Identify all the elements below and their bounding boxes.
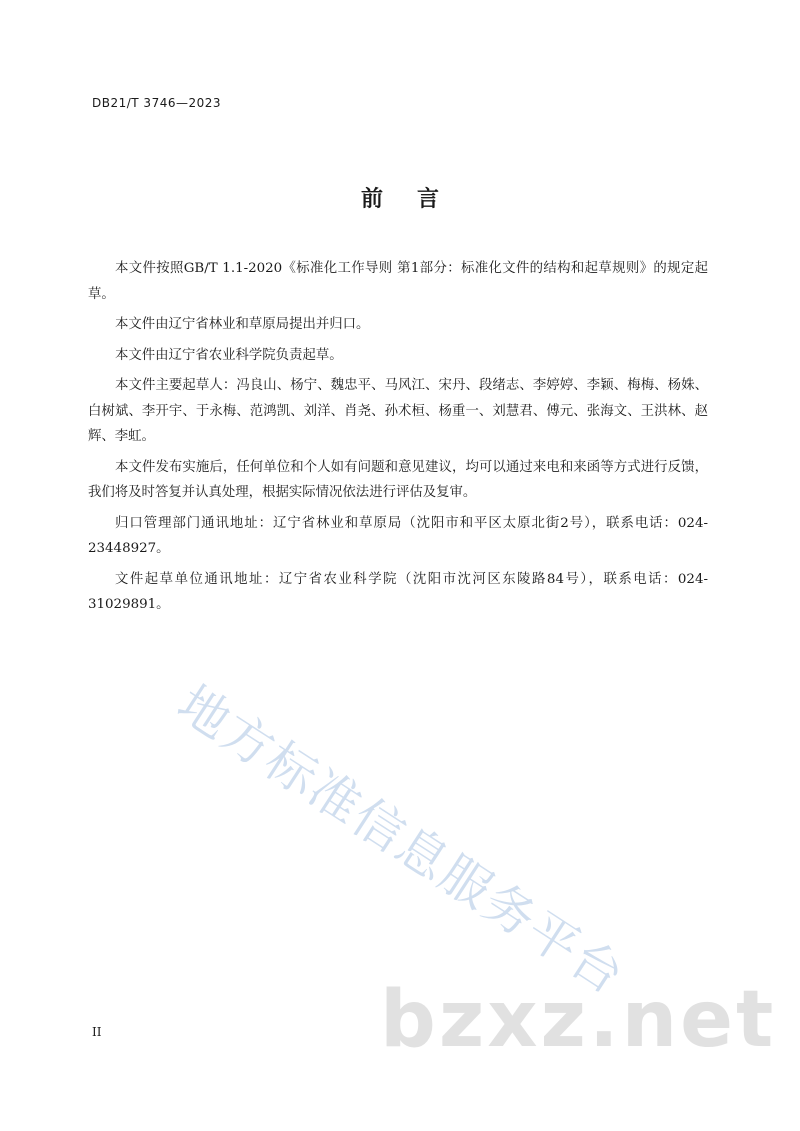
platform-watermark: 地方标准信息服务平台 (167, 674, 636, 1007)
paragraph-drafter-address: 文件起草单位通讯地址：辽宁省农业科学院（沈阳市沈河区东陵路84号），联系电话：024-31029891。 (88, 571, 708, 612)
title-char-2: 言 (417, 187, 440, 212)
paragraph-standard-basis: 本文件按照GB/T 1.1-2020《标准化工作导则 第1部分：标准化文件的结构和起草规则》的规定起草。 (88, 261, 708, 302)
page-number: II (92, 1025, 102, 1039)
paragraph-drafting-unit: 本文件由辽宁省农业科学院负责起草。 (115, 347, 343, 363)
paragraph-feedback: 本文件发布实施后，任何单位和个人如有问题和意见建议，均可以通过来电和来函等方式进行反馈，我们将及时答复并认真处理，根据实际情况依法进行评估及复审。 (88, 459, 708, 500)
site-watermark: bzxz.net (380, 975, 777, 1065)
paragraph-proposer: 本文件由辽宁省林业和草原局提出并归口。 (115, 317, 370, 332)
paragraph-drafters: 本文件主要起草人：冯良山、杨宁、魏忠平、马风江、宋丹、段绪志、李婷婷、李颖、梅梅、杨姝、白树斌、李开宇、于永梅、范鸿凯、刘洋、肖尧、孙术桓、杨重一、刘慧君、傅元、张海文、王洪林、赵辉、李虹。 (88, 378, 708, 444)
document-code: DB21/T 3746—2023 (92, 96, 222, 110)
title-char-1: 前 (360, 187, 383, 212)
paragraph-authority-address: 归口管理部门通讯地址：辽宁省林业和草原局（沈阳市和平区太原北街2号），联系电话：024-23448927。 (88, 515, 708, 556)
foreword-body (88, 256, 708, 618)
page-title (0, 182, 800, 213)
